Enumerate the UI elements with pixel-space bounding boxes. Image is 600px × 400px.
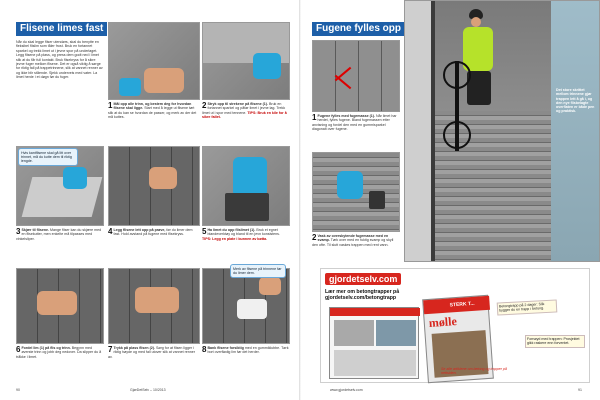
step-5-photo bbox=[202, 146, 290, 226]
promo-note-1: Betongtrapp på 2 dager: Slik bygger du en trapp i betong. bbox=[497, 299, 558, 315]
grout-step-1-caption: 1 Fugene fylles med fugemasse (1). Når limet har herdet, fylles fugene. Bland fugemassen etter anvisning og fordel den med en gummisparkel diagonalt over fugene. bbox=[312, 114, 397, 131]
right-page-number: 91 bbox=[578, 388, 582, 392]
step-4-photo bbox=[108, 146, 200, 226]
promo-text: Lær mer om betongtrapper på gjordetselv.com/betongtrapp bbox=[325, 289, 400, 302]
right-title: Fugene fylles opp bbox=[312, 22, 405, 36]
step-1-photo bbox=[108, 22, 200, 100]
right-folio-mid: www.gjordetselv.com bbox=[330, 388, 363, 392]
step-7-caption: 7 Trykk på plass flisen (2). Sørg for at flisen ligger i riktig høyde og med fall utover slik at vannet renner av. bbox=[108, 346, 195, 359]
promo-link[interactable]: gjordetselv.com/betongtrapp bbox=[325, 295, 397, 302]
tip-bubble-merk: Merk av flisene på trinnene før du limer dem. bbox=[230, 264, 286, 278]
step-3-caption: 3 Skjær til flisene. Mange fliser kan du skjære med en flisekutter, men enkelte må tilpasses med vinkelsliper. bbox=[16, 228, 102, 241]
step-1-caption: 1 Mål opp alle trinn, og bestem deg for hvordan flisene skal ligge. Start med å legge ut flisene tørt slik at du kan se hvordan de passer, og merk av der det må kuttes. bbox=[108, 102, 197, 119]
step-8-caption: 8 Bank flisene forsiktig med en gummiklubbe. Tørk bort overflødig lim før det herder. bbox=[202, 346, 289, 355]
tip-bubble-kant: Hvis kantflisene skal gå litt over trinnet, må du kutte dem til riktig lengde. bbox=[18, 148, 78, 166]
step-2-photo bbox=[202, 22, 290, 100]
step-8-photo bbox=[202, 268, 290, 344]
grout-step-2-caption: 2 Vask av overskytende fugemasse med en svamp. Tørk over med en fuktig svamp og skyll den ofte. Til slutt vaskes trappen med rent vann. bbox=[312, 234, 394, 247]
left-title: Flisene limes fast bbox=[16, 22, 107, 36]
website-promo-box bbox=[320, 268, 590, 383]
intro-text: Når du skal legge fliser utendørs, skal du benytte en fleksibel flislim som tåler frost. Bruk en fortannet sparkel og trekk limet ut i jevne spor på underlaget. Legg flisene på plass, og press dem godt ned i limet slik at du får full kontakt. Bruk flisekryss for å sikre jevne fuger mellom flisene. Det er også viktig å sørge for riktig fall på trappetrinnene, slik at vannet renner av og ikke blir stående. Sjekk underveis med vater. La limet herde i et døgn før du fuger. bbox=[16, 40, 103, 80]
promo-note-2: Fornøyd med trappen: Prosjektet gikk raskere enn forventet. bbox=[525, 335, 585, 348]
promo-note-3: Se alle artiklene om betong og trapper på nettsiden. bbox=[441, 367, 507, 376]
step-4-caption: 4 Legg flisene lett opp på prøve, før du limer dem fast. Hold avstand på fugene med flisekryss. bbox=[108, 228, 193, 237]
step-5-caption: 5 Ha limet du opp flislimet (1). Bruk et egnet blandeverktøy og bland til en jevn konsistens. TIPS: Legg en plate i bunnen av bøtta. bbox=[202, 228, 280, 241]
site-logo[interactable]: gjordetselv.com bbox=[325, 273, 401, 285]
magazine-badge: STERK T... bbox=[449, 300, 475, 309]
cyclist-stairs-photo bbox=[404, 0, 600, 262]
website-thumbnail bbox=[329, 307, 419, 379]
left-page-number: 90 bbox=[16, 388, 20, 392]
magazine-title: mølle bbox=[428, 314, 458, 330]
grout-step-2-photo bbox=[312, 152, 400, 232]
step-7-photo bbox=[108, 268, 200, 344]
step-6-caption: 6 Fordel lim (1) på flis og trinn. Begynn med øverste trinn og jobb deg nedover. Da slipper du å tråkke i limet. bbox=[16, 346, 102, 359]
step-2-caption: 2 Stryk opp til strekene på flisene (1). Bruk en fortannet sparkel og påfør limet i jevne lag. Trekk limet ut i spor med tennene. TIPS: Bruk en kile for å sikre fallet. bbox=[202, 102, 287, 119]
step-6-photo bbox=[16, 268, 104, 344]
grout-step-1-photo bbox=[312, 40, 400, 112]
left-folio-mid: GjørDetSelv – 10/2013 bbox=[130, 388, 166, 392]
cyclist-photo-caption: Det store skrittet mellom trinnene gjør trappen lett å gå i, og den nye flisbelagte overflaten er både pen og praktisk. bbox=[556, 88, 595, 114]
gutter bbox=[299, 0, 301, 400]
